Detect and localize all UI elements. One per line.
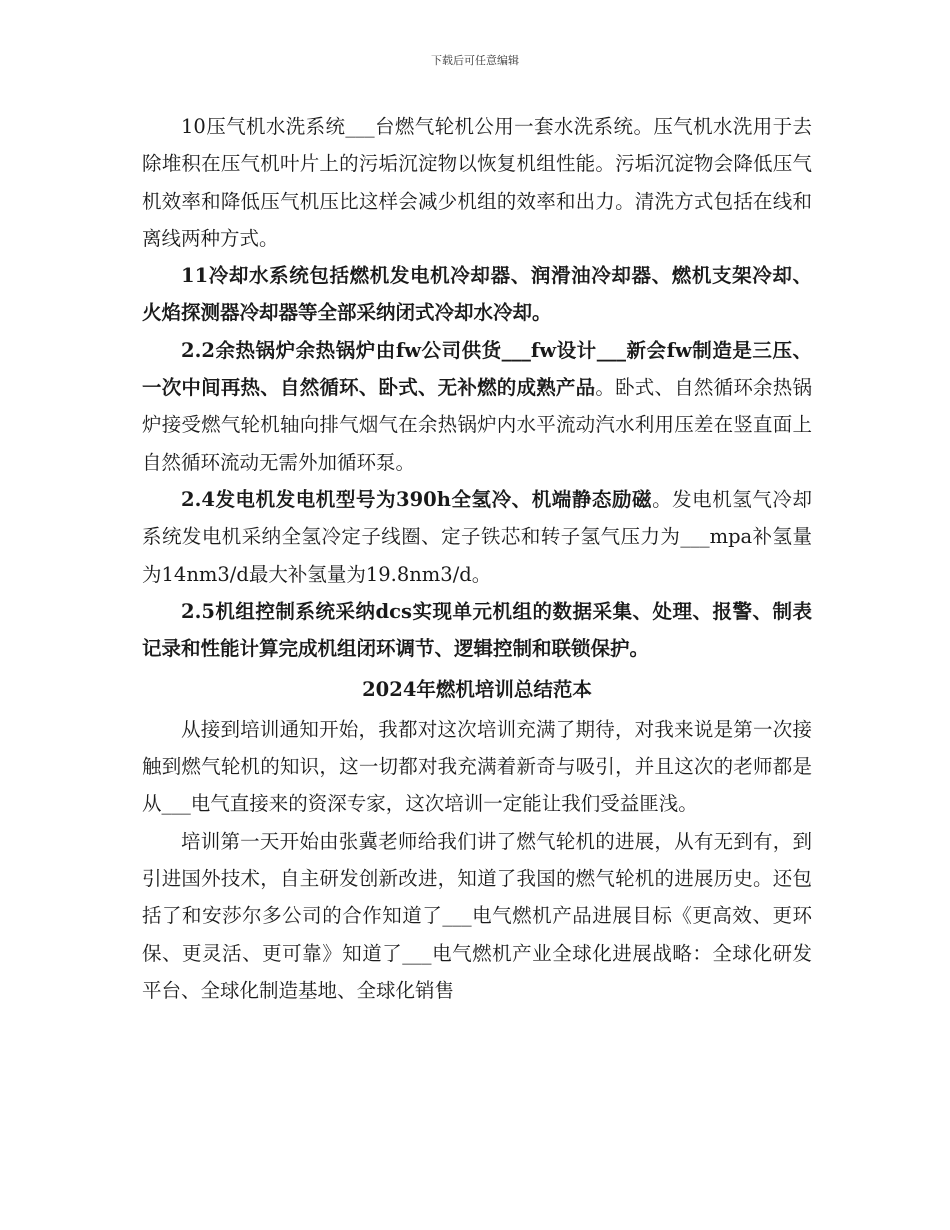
- paragraph-cooling-water: 11冷却水系统包括燃机发电机冷却器、润滑油冷却器、燃机支架冷却、火焰探测器冷却器等全部采纳闭式冷却水冷却。: [142, 264, 812, 325]
- paragraph-compressor-wash: 10压气机水洗系统___台燃气轮机公用一套水洗系统。压气机水洗用于去除堆积在压气机叶片上的污垢沉淀物以恢复机组性能。污垢沉淀物会降低压气机效率和降低压气机压比这样会减少机组的效率和出力。清洗方式包括在线和离线两种方式。: [142, 115, 812, 250]
- page-header: 下载后可任意编辑: [431, 54, 519, 67]
- paragraph-training-day-one: 培训第一天开始由张冀老师给我们讲了燃气轮机的进展，从有无到有，到引进国外技术，自主研发创新改进，知道了我国的燃气轮机的进展历史。还包括了和安莎尔多公司的合作知道了___电气燃机产品进展目标《更高效、更环保、更灵活、更可靠》知道了___电气燃机产业全球化进展战略：全球化研发平台、全球化制造基地、全球化销售: [142, 829, 812, 1002]
- document-body: [142, 108, 812, 1009]
- section-title: 2024年燃机培训总结范本: [362, 678, 592, 702]
- paragraph-generator: 2.4发电机发电机型号为390h全氢冷、机端静态励磁。发电机氢气冷却系统发电机采纳全氢冷定子线圈、定子铁芯和转子氢气压力为___mpa补氢量为14nm3/d最大补氢量为19.8nm3/d。: [142, 487, 812, 586]
- paragraph-training-intro: 从接到培训通知开始，我都对这次培训充满了期待，对我来说是第一次接触到燃气轮机的知识，这一切都对我充满着新奇与吸引，并且这次的老师都是从___电气直接来的资深专家，这次培训一定能让我们受益匪浅。: [142, 717, 812, 816]
- paragraph-waste-heat-boiler: 2.2余热锅炉余热锅炉由fw公司供货___fw设计___新会fw制造是三压、一次中间再热、自然循环、卧式、无补燃的成熟产品。卧式、自然循环余热锅炉接受燃气轮机轴向排气烟气在余热锅炉内水平流动汽水利用压差在竖直面上自然循环流动无需外加循环泵。: [142, 338, 812, 474]
- paragraph-control-system: 2.5机组控制系统采纳dcs实现单元机组的数据采集、处理、报警、制表记录和性能计算完成机组闭环调节、逻辑控制和联锁保护。: [142, 599, 812, 661]
